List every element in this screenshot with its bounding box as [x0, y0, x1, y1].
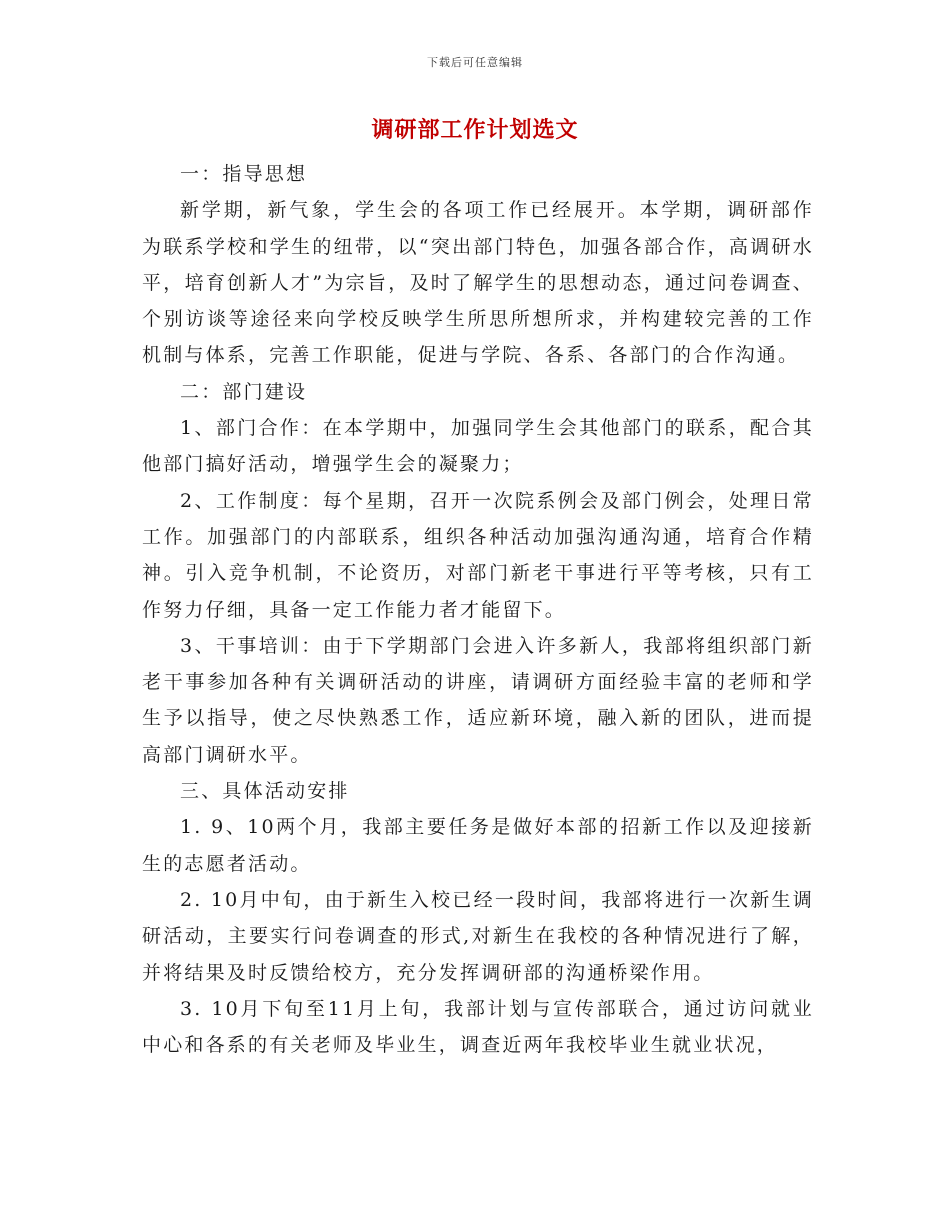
section-heading-department-building: 二：部门建设	[180, 380, 308, 403]
section-heading-activity-plan: 三、具体活动安排	[180, 780, 350, 803]
section-heading-guiding-ideology: 一：指导思想	[180, 163, 308, 185]
page-header-note: 下载后可任意编辑	[427, 56, 523, 69]
paragraph-guiding-ideology: 新学期，新气象，学生会的各项工作已经展开。本学期，调研部作为联系学校和学生的纽带，以“突出部门特色，加强各部合作，高调研水平，培育创新人才”为宗旨，及时了解学生的思想动态，通过问卷调查、个别访谈等途径来向学校反映学生所思所想所求，并构建较完善的工作机制与体系，完善工作职能，促进与学院、各系、各部门的合作沟通。	[142, 199, 814, 367]
paragraph-department-cooperation: 1、部门合作：在本学期中，加强同学生会其他部门的联系，配合其他部门搞好活动，增强学生会的凝聚力；	[142, 417, 814, 476]
paragraph-activity-3: 3. 10月下旬至11月上旬，我部计划与宣传部联合，通过访问就业中心和各系的有关老师及毕业生，调查近两年我校毕业生就业状况，	[142, 997, 814, 1057]
paragraph-activity-1: 1. 9、10两个月，我部主要任务是做好本部的招新工作以及迎接新生的志愿者活动。	[142, 816, 814, 875]
paragraph-work-system: 2、工作制度：每个星期，召开一次院系例会及部门例会，处理日常工作。加强部门的内部联系，组织各种活动加强沟通沟通，培育合作精神。引入竞争机制，不论资历，对部门新老干事进行平等考核，只有工作努力仔细，具备一定工作能力者才能留下。	[142, 489, 814, 621]
paragraph-activity-2: 2. 10月中旬，由于新生入校已经一段时间，我部将进行一次新生调研活动，主要实行问卷调查的形式,对新生在我校的各种情况进行了解，并将结果及时反馈给校方，充分发挥调研部的沟通桥梁作用。	[142, 888, 814, 984]
document-title: 调研部工作计划选文	[371, 117, 579, 143]
document-body	[142, 156, 814, 1063]
paragraph-staff-training: 3、干事培训：由于下学期部门会进入许多新人，我部将组织部门新老干事参加各种有关调研活动的讲座，请调研方面经验丰富的老师和学生予以指导，使之尽快熟悉工作，适应新环境，融入新的团队，进而提高部门调研水平。	[142, 634, 814, 766]
